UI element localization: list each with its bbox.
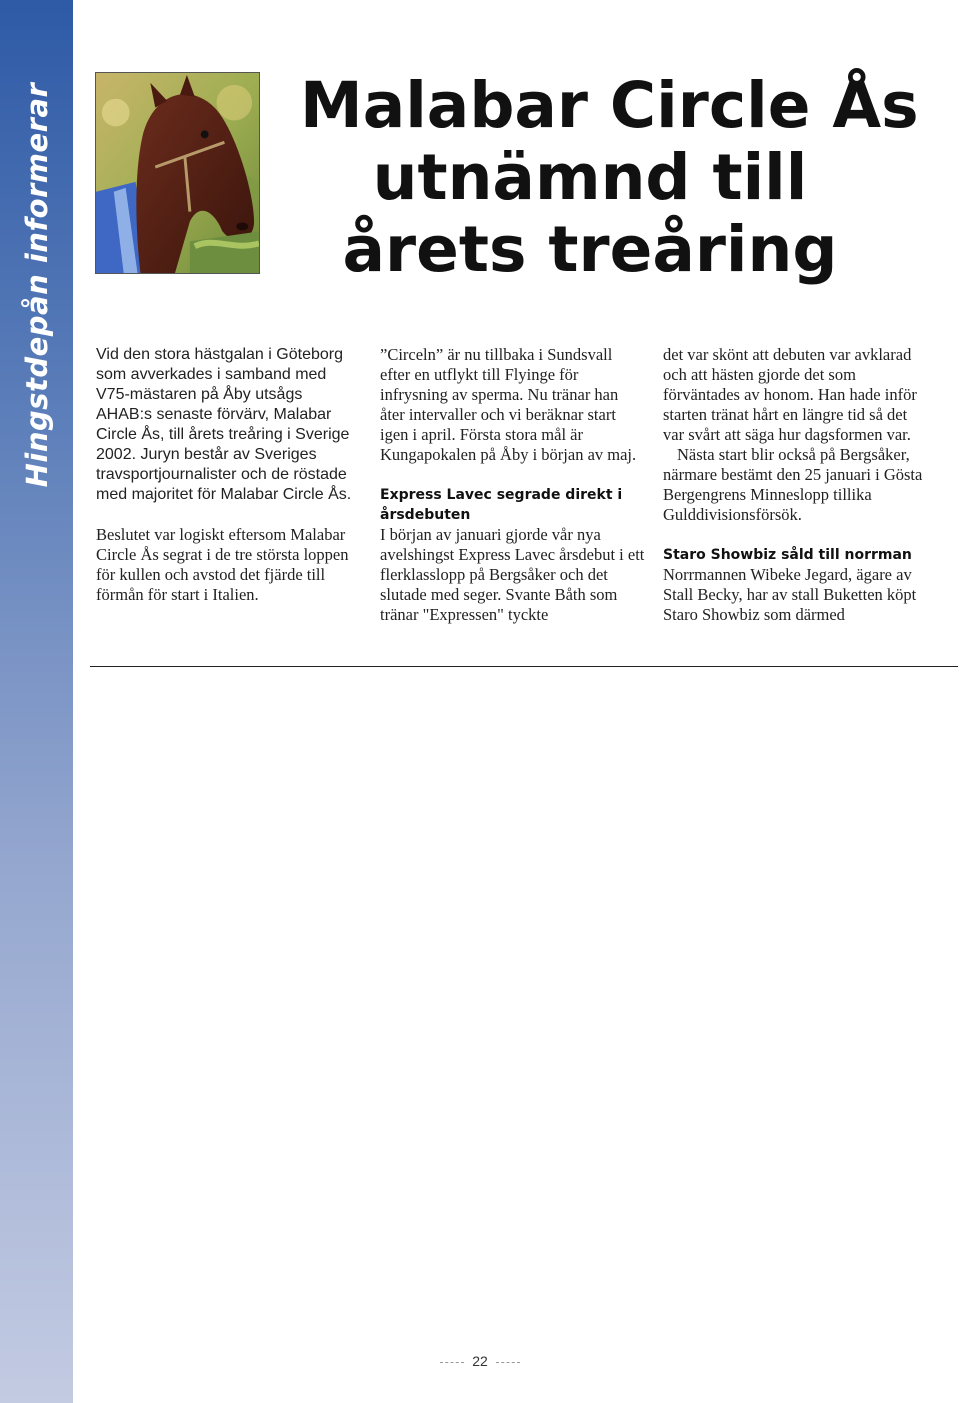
body-paragraph: I början av januari gjorde vår nya avelshingst Express Lavec årsdebut i ett flerklasslopp på Bergsåker och det slutade med seger. Svante Båth som tränar "Expressen" tyckte [380, 525, 645, 624]
article-column-3 [663, 345, 928, 645]
sidebar-band [0, 0, 73, 1403]
page-number: 22 [472, 1353, 488, 1369]
subheading: Staro Showbiz såld till norrman [663, 547, 912, 563]
headline-line-2: utnämnd till [372, 141, 808, 214]
body-paragraph: Nästa start blir också på Bergsåker, närmare bestämt den 25 januari i Gösta Bergengrens Minneslopp tillika Gulddivisionsförsök. [663, 445, 923, 524]
horse-photo [95, 72, 260, 274]
page-footer [0, 1353, 960, 1369]
horse-head-image [96, 73, 259, 273]
article-column-2 [380, 345, 645, 645]
body-paragraph: Beslutet var logiskt eftersom Malabar Circle Ås segrat i de tre största loppen för kullen och avstod det fjärde till förmån för start i Italien. [96, 525, 349, 604]
body-paragraph: Norrmannen Wibeke Jegard, ägare av Stall Becky, har av stall Buketten köpt Staro Showbiz som därmed [663, 565, 917, 624]
dash-ornament [496, 1362, 520, 1363]
headline-line-1: Malabar Circle Ås [300, 69, 919, 142]
horizontal-divider [90, 666, 958, 667]
article-column-1 [96, 345, 361, 625]
lead-paragraph: Vid den stora hästgalan i Göteborg som avverkades i samband med V75-mästaren på Åby utsågs AHAB:s senaste förvärv, Malabar Circle Ås, till årets treåring i Sverige 2002. Juryn består av Sveriges travsportjournalister och de röstade med majoritet för Malabar Circle Ås. [96, 346, 352, 503]
headline-line-3: årets treåring [342, 213, 838, 286]
dash-ornament [440, 1362, 464, 1363]
subheading: Express Lavec segrade direkt i årsdebuten [380, 487, 623, 523]
article-headline [300, 69, 919, 286]
body-paragraph: ”Circeln” är nu tillbaka i Sundsvall efter en utflykt till Flyinge för infrysning av sperma. Nu tränar han åter intervaller och vi beräknar start igen i april. Första stora mål är Kungapokalen på Åby i början av maj. [380, 345, 637, 464]
body-paragraph: det var skönt att debuten var avklarad och att hästen gjorde det som förväntades av honom. Han hade inför starten tränat hårt en längre tid så det var svårt att säga hur dagsformen var. [663, 345, 917, 444]
section-title: Hingstdepån informerar [20, 82, 54, 488]
